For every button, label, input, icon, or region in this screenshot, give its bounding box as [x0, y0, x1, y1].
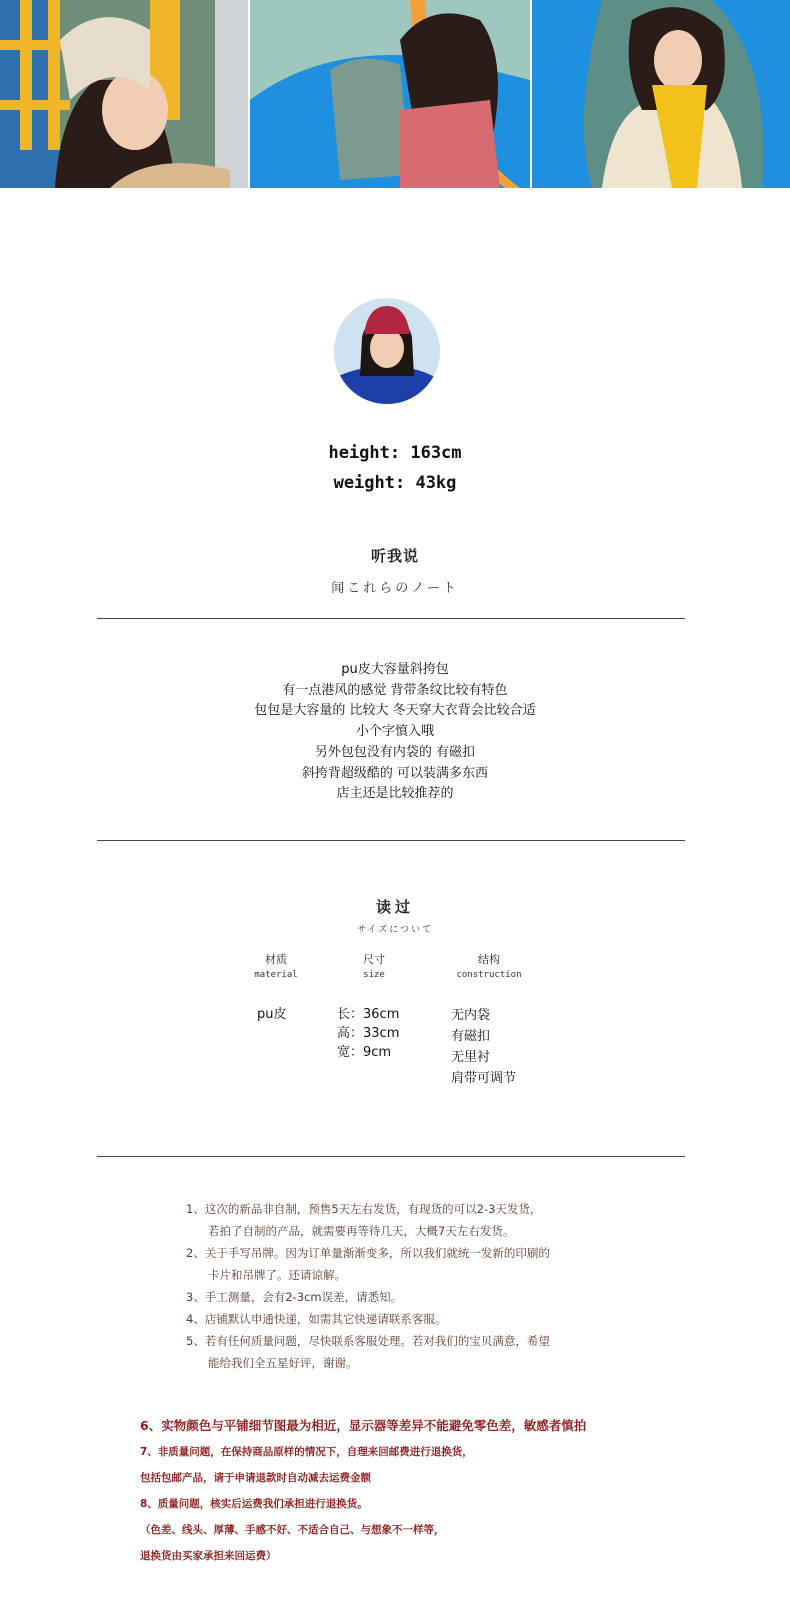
- warning-line: 包括包邮产品，请于申请退款时自动减去运费金额: [140, 1472, 371, 1484]
- spec-size-width: 宽：9cm: [337, 1045, 392, 1060]
- warning-line: 退换货由买家承担来回运费）: [140, 1550, 277, 1562]
- description-line: 斜挎背超级酷的 可以装满多东西: [301, 765, 489, 781]
- model-weight: weight: 43kg: [333, 473, 457, 493]
- column-header-en: construction: [456, 970, 522, 980]
- column-header-material: [244, 951, 308, 980]
- note-line: 2、关于手写吊牌。因为订单量渐渐变多，所以我们就统一发新的印刷的: [186, 1246, 550, 1260]
- note-line: 4、店铺默认申通快递，如需其它快递请联系客服。: [186, 1312, 447, 1326]
- column-header-construction: [434, 951, 544, 980]
- column-header-en: material: [254, 970, 298, 980]
- spec-construction-item: 有磁扣: [451, 1029, 491, 1044]
- note-line: 3、手工测量，会有2-3cm误差，请悉知。: [186, 1290, 403, 1304]
- divider: [97, 618, 685, 619]
- spec-size-values: [337, 1005, 399, 1062]
- description-line: 店主还是比较推荐的: [336, 786, 454, 802]
- divider: [97, 840, 685, 841]
- divider: [97, 1156, 685, 1157]
- note-line: 卡片和吊牌了。还请谅解。: [208, 1268, 346, 1282]
- warning-line: 6、实物颜色与平铺细节图最为相近，显示器等差异不能避免零色差，敏感者慎拍: [140, 1418, 587, 1433]
- column-header-zh: 材质: [265, 953, 287, 966]
- size-section-title: 读过: [375, 898, 414, 916]
- note-line: 1、这次的新品非自制，预售5天左右发货，有现货的可以2-3天发货，: [186, 1202, 542, 1216]
- warning-line: 7、非质量问题，在保持商品原样的情况下，自理来回邮费进行退换货，: [140, 1446, 473, 1458]
- note-line: 若拍了自制的产品，就需要再等待几天，大概7天左右发货。: [208, 1224, 515, 1238]
- spec-size-height: 高：33cm: [337, 1026, 400, 1041]
- note-line: 能给我们全五星好评，谢谢。: [208, 1356, 358, 1370]
- description-line: 有一点港风的感觉 背带条纹比较有特色: [282, 682, 508, 698]
- photo-girl-yellow-scarf: [532, 0, 790, 188]
- return-policy-warnings: [140, 1413, 586, 1569]
- intro-title: 听我说: [370, 547, 419, 565]
- column-header-zh: 结构: [478, 953, 500, 966]
- description-line: 包包是大容量的 比较大 冬天穿大衣背会比较合适: [254, 703, 536, 719]
- description-line: 另外包包没有内袋的 有磁扣: [314, 744, 476, 760]
- spec-size-length: 长：36cm: [337, 1007, 400, 1022]
- description-line: 小个字慎入哦: [355, 724, 434, 740]
- note-line: 5、若有任何质量问题，尽快联系客服处理。若对我们的宝贝满意，希望: [186, 1334, 550, 1348]
- photo-girl-backpack: [250, 0, 530, 188]
- warning-line: 8、质量问题，核实后运费我们承担进行退换货。: [140, 1498, 368, 1510]
- model-height: height: 163cm: [328, 443, 462, 463]
- photo-girl-beige-beanie: [0, 0, 248, 188]
- spec-construction-item: 无内袋: [451, 1008, 491, 1023]
- warning-line: （色差、线头、厚薄、手感不好、不适合自己、与想象不一样等，: [140, 1524, 445, 1536]
- column-header-en: size: [363, 970, 385, 980]
- spec-construction-values: [451, 1005, 516, 1089]
- intro-subtitle: 闻これらのノート: [331, 581, 459, 596]
- description-line: pu皮大容量斜挎包: [341, 662, 449, 677]
- model-avatar: [334, 298, 440, 404]
- spec-construction-item: 无里衬: [451, 1050, 491, 1065]
- shipping-notes: [186, 1198, 550, 1374]
- spec-construction-item: 肩带可调节: [451, 1071, 517, 1086]
- column-header-zh: 尺寸: [363, 953, 385, 966]
- size-section-subtitle: サイズについて: [356, 925, 434, 935]
- spec-material-value: pu皮: [257, 1007, 287, 1022]
- product-description: [0, 660, 790, 805]
- column-header-size: [344, 951, 404, 980]
